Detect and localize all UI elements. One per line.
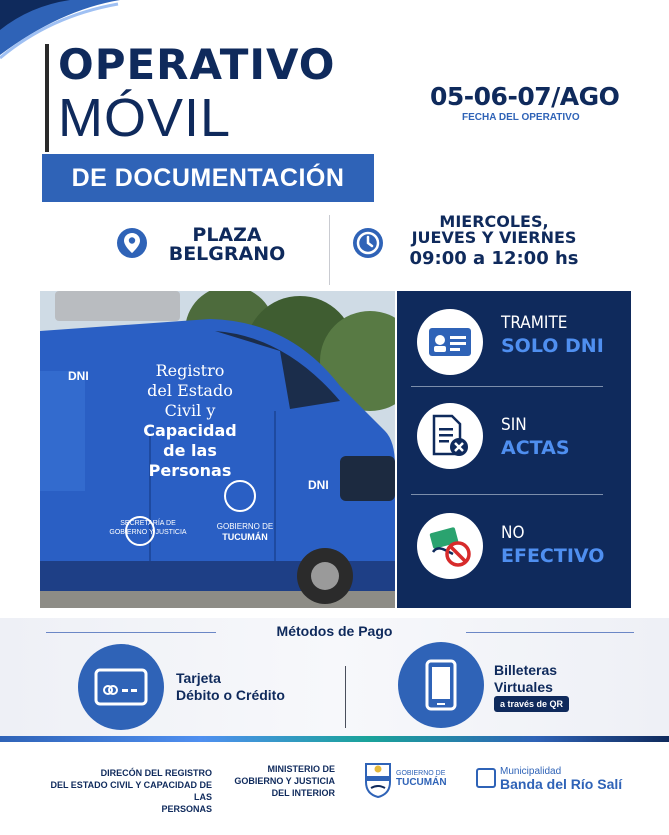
- footer-ministerio-line2: GOBIERNO Y JUSTICIA: [234, 776, 335, 786]
- document-x-icon: [417, 403, 483, 469]
- location-line1: PLAZA: [192, 224, 262, 246]
- footer-ministerio-line3: DEL INTERIOR: [271, 788, 335, 798]
- tucuman-seal-icon: [363, 760, 393, 798]
- footer-ministerio-text: [228, 763, 335, 799]
- smartphone-icon: [398, 642, 484, 728]
- van-secretaria-text: SECRETARÍA DE GOBIERNO Y JUSTICIA: [109, 520, 187, 536]
- municipalidad-line1: Municipalidad: [500, 766, 562, 777]
- van-registry-text: [135, 361, 245, 481]
- gobierno-logo-line2: TUCUMÁN: [396, 777, 447, 788]
- van-registry-line3: Civil y: [164, 401, 216, 420]
- van-registry-line5: de las: [163, 441, 217, 460]
- footer-ministerio-line1: MINISTERIO DE: [267, 764, 335, 774]
- payment-card-line1: Tarjeta: [176, 670, 221, 686]
- event-dates-caption: FECHA DEL OPERATIVO: [462, 112, 580, 123]
- van-dni-label: DNI: [68, 369, 89, 383]
- location-pin-icon: [117, 228, 147, 258]
- title-accent-bar: [45, 44, 49, 152]
- requirement-2-line2: ACTAS: [501, 437, 570, 459]
- municipalidad-logo: [500, 766, 622, 793]
- payment-card-text: [176, 670, 285, 704]
- footer-registro-line3: PERSONAS: [161, 804, 212, 814]
- payment-title: Métodos de Pago: [276, 623, 393, 639]
- footer-registro-text: [36, 767, 212, 815]
- location-schedule-divider: [329, 215, 330, 285]
- footer-registro-line1: DIRECÓN DEL REGISTRO: [100, 768, 212, 778]
- van-gobierno-text: [210, 522, 280, 543]
- municipalidad-line2: Banda del Río Salí: [500, 776, 623, 792]
- municipalidad-logo-icon: [476, 768, 496, 788]
- title-movil: MÓVIL: [58, 88, 232, 148]
- clock-icon: [353, 228, 383, 258]
- title-operativo: OPERATIVO: [58, 40, 336, 89]
- requirement-separator-1: [411, 386, 603, 387]
- requirement-3-line1: NO: [501, 523, 525, 543]
- van-gobierno-line1: GOBIERNO DE: [216, 522, 274, 531]
- van-registry-line1: Registro: [155, 361, 225, 380]
- location-line2: BELGRANO: [168, 243, 286, 265]
- requirement-1-line2: SOLO DNI: [501, 335, 604, 357]
- footer-registro-line2: DEL ESTADO CIVIL Y CAPACIDAD DE LAS: [50, 780, 212, 802]
- payment-qr-badge: a través de QR: [494, 696, 569, 712]
- gobierno-tucuman-logo: [396, 769, 447, 788]
- van-registry-line2: del Estado: [147, 381, 233, 400]
- schedule-days: [404, 214, 584, 246]
- schedule-days-line2: JUEVES Y VIERNES: [411, 228, 577, 247]
- schedule-days-line1: MIERCOLES,: [439, 212, 549, 231]
- requirement-sin-actas: [397, 391, 631, 491]
- gobierno-logo-line1: GOBIERNO DE: [396, 770, 446, 777]
- payment-wallet-line1: Billeteras: [494, 662, 558, 678]
- schedule-hours: 09:00 a 12:00 hs: [409, 248, 579, 269]
- requirement-3-line2: EFECTIVO: [501, 545, 605, 567]
- payment-card-line2: Débito o Crédito: [176, 687, 285, 703]
- event-dates: 05-06-07/AGO: [430, 82, 620, 111]
- credit-card-icon: [78, 644, 164, 730]
- van-dni-label-side: DNI: [308, 478, 329, 492]
- van-gobierno-line2: TUCUMÁN: [222, 532, 268, 542]
- requirement-no-efectivo: [397, 501, 631, 601]
- requirement-solo-dni: [397, 291, 631, 391]
- payment-wallet-line2: Virtuales: [494, 679, 553, 695]
- van-photo: [40, 291, 395, 608]
- requirement-2-line1: SIN: [501, 415, 527, 435]
- payment-title-rule-right: [466, 632, 634, 633]
- no-cash-icon: [417, 513, 483, 579]
- payment-divider: [345, 666, 346, 728]
- requirements-panel: [397, 291, 631, 608]
- footer-color-stripe: [0, 736, 669, 742]
- requirement-separator-2: [411, 494, 603, 495]
- payment-wallet-text: [494, 662, 557, 696]
- payment-methods-section: [0, 618, 669, 736]
- van-registry-line4: Capacidad: [143, 421, 237, 440]
- van-registry-line6: Personas: [148, 461, 232, 480]
- location-text: [167, 226, 287, 264]
- title-banner: DE DOCUMENTACIÓN: [42, 154, 374, 202]
- id-card-icon: [417, 309, 483, 375]
- requirement-1-line1: TRAMITE: [501, 313, 568, 333]
